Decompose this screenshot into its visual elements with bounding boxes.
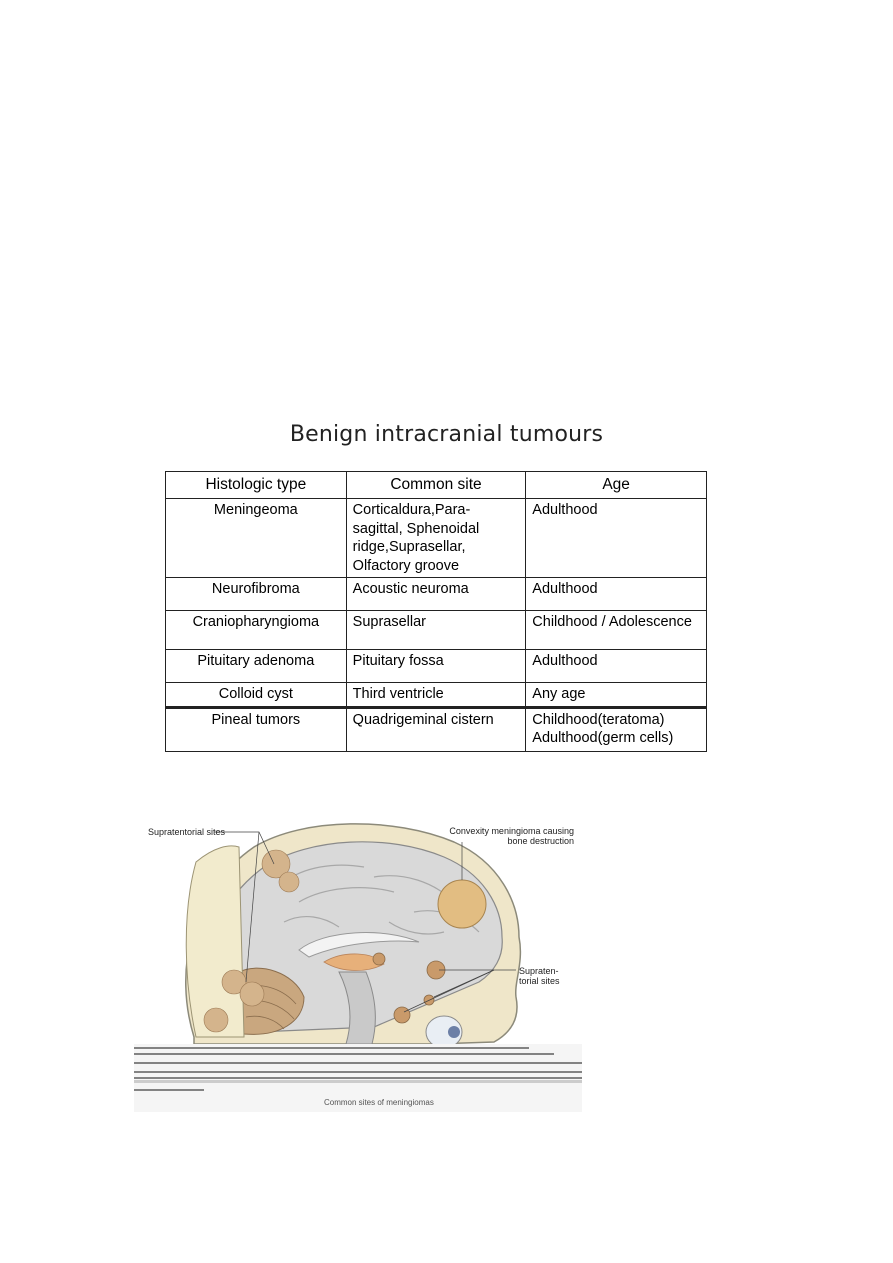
brain-illustration xyxy=(134,822,582,1112)
cell-site: Pituitary fossa xyxy=(346,650,526,683)
cell-age: Adulthood xyxy=(526,578,707,611)
label-supratentorial-line: torial sites xyxy=(519,976,560,987)
cell-site: Quadrigeminal cistern xyxy=(346,707,526,751)
header-common-site: Common site xyxy=(346,472,526,499)
cell-site: Acoustic neuroma xyxy=(346,578,526,611)
cell-site: Third ventricle xyxy=(346,683,526,708)
label-supratentorial-line: Supraten- xyxy=(519,966,559,976)
cell-age-line: Childhood(teratoma) xyxy=(532,711,665,728)
cell-age: Any age xyxy=(526,683,707,708)
table-row xyxy=(166,650,707,683)
label-convexity-line: Convexity meningioma causing xyxy=(449,826,574,836)
cell-type: Meningeoma xyxy=(166,499,347,578)
header-age: Age xyxy=(526,472,707,499)
table-row xyxy=(166,578,707,611)
cell-site: Suprasellar xyxy=(346,611,526,650)
cell-type: Pituitary adenoma xyxy=(166,650,347,683)
cell-type: Colloid cyst xyxy=(166,683,347,708)
page-title: Benign intracranial tumours xyxy=(289,422,604,447)
table-row xyxy=(166,707,707,751)
cell-site: Corticaldura,Para-sagittal, Sphenoidal ridge,Suprasellar, Olfactory groove xyxy=(346,499,526,578)
table-row xyxy=(166,499,707,578)
cell-age: Adulthood xyxy=(526,650,707,683)
brain-sagittal-diagram xyxy=(134,822,582,1112)
cell-age: Adulthood xyxy=(526,499,707,578)
label-convexity-line: bone destruction xyxy=(507,836,574,847)
tumour-table xyxy=(165,471,707,752)
table-row xyxy=(166,611,707,650)
cell-type: Pineal tumors xyxy=(166,707,347,751)
cell-age-line: Adulthood(germ cells) xyxy=(532,730,674,747)
header-histologic-type: Histologic type xyxy=(166,472,347,499)
label-supratentorial-right xyxy=(519,966,560,987)
table-row xyxy=(166,683,707,708)
label-convexity-meningioma xyxy=(439,826,574,847)
cell-type: Craniopharyngioma xyxy=(166,611,347,650)
cell-age xyxy=(526,707,707,751)
figure-caption: Common sites of meningiomas xyxy=(324,1098,434,1107)
cell-age: Childhood / Adolescence xyxy=(526,611,707,650)
table-header-row xyxy=(166,472,707,499)
label-supratentorial-sites: Supratentorial sites xyxy=(148,827,226,837)
cell-type: Neurofibroma xyxy=(166,578,347,611)
